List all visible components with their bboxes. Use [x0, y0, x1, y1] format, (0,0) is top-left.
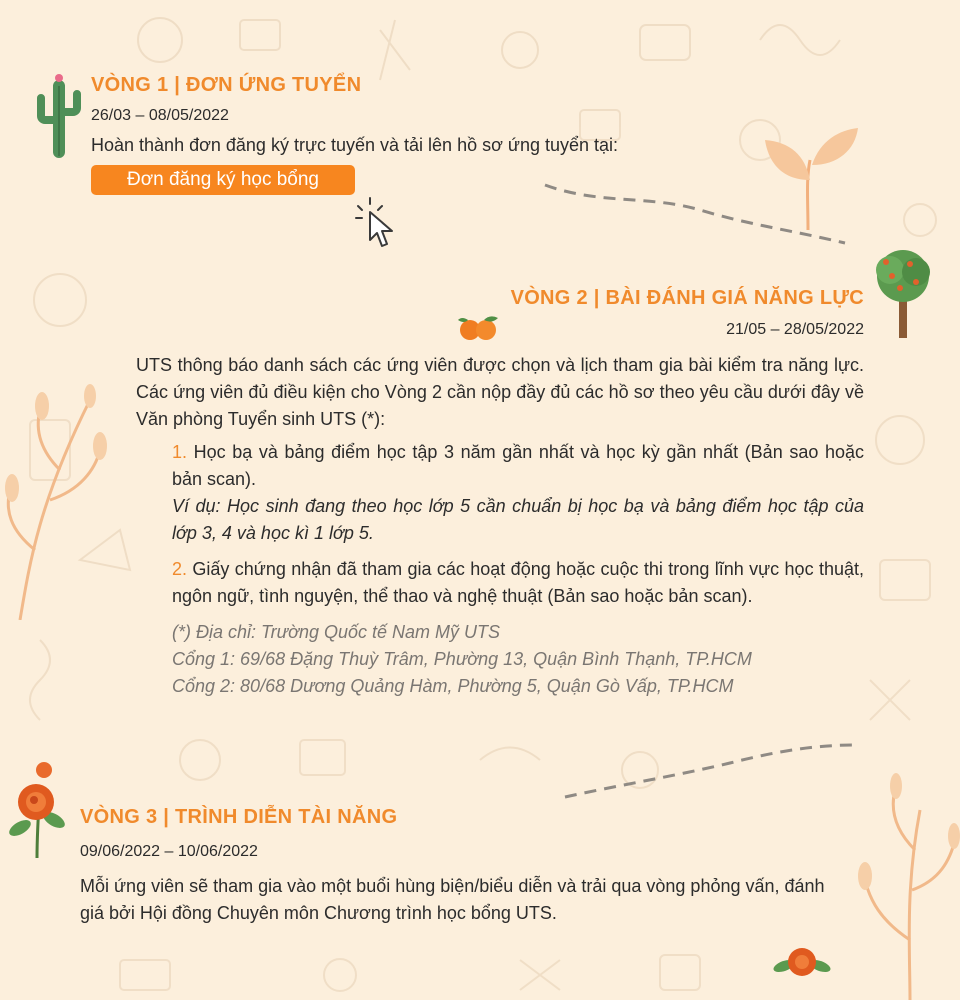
dashed-path-decoration [540, 175, 860, 255]
round1-description: Hoàn thành đơn đăng ký trực tuyến và tải lên hồ sơ ứng tuyển tại: [91, 135, 619, 155]
scholarship-application-button[interactable]: Đơn đăng ký học bổng [91, 165, 355, 195]
requirement-item-1 [172, 439, 864, 547]
round1-date: 26/03 – 08/05/2022 [91, 107, 229, 124]
oranges-icon [456, 314, 502, 342]
round2-title: VÒNG 2 | BÀI ĐÁNH GIÁ NĂNG LỰC [510, 287, 864, 309]
requirement-example: Ví dụ: Học sinh đang theo học lớp 5 cần chuẩn bị học bạ và bảng điểm học tập của lớp 3, 4 và học kì 1 lớp 5. [172, 496, 864, 543]
round2-date: 21/05 – 28/05/2022 [726, 321, 864, 338]
round1-title: VÒNG 1 | ĐƠN ỨNG TUYỂN [91, 74, 362, 96]
round3-date: 09/06/2022 – 10/06/2022 [80, 843, 258, 860]
dashed-path-decoration-2 [560, 735, 860, 805]
requirement-text: Học bạ và bảng điểm học tập 3 năm gần nhất và học kỳ gần nhất (Bản sao hoặc bản scan). [172, 442, 864, 489]
address-line: (*) Địa chỉ: Trường Quốc tế Nam Mỹ UTS [172, 622, 501, 642]
cursor-click-icon [352, 194, 400, 250]
requirement-list [172, 439, 864, 700]
address-line: Cổng 2: 80/68 Dương Quảng Hàm, Phường 5, Quận Gò Vấp, TP.HCM [172, 676, 734, 696]
tree-icon [872, 246, 934, 338]
cactus-icon [36, 72, 82, 160]
requirement-item-2 [172, 556, 864, 610]
address-line: Cổng 1: 69/68 Đặng Thuỳ Trâm, Phường 13, Quận Bình Thạnh, TP.HCM [172, 649, 752, 669]
round3-title: VÒNG 3 | TRÌNH DIỄN TÀI NĂNG [80, 806, 398, 828]
round3-description: Mỗi ứng viên sẽ tham gia vào một buổi hùng biện/biểu diễn và trải qua vòng phỏng vấn, đánh giá bởi Hội đồng Chuyên môn Chương trình học bổng UTS. [80, 876, 825, 923]
branch-decoration-right [850, 770, 960, 1000]
requirement-number: 1. [172, 442, 188, 462]
branch-decoration-left [0, 360, 120, 620]
rose-icon [4, 758, 70, 858]
round2-intro: UTS thông báo danh sách các ứng viên được chọn và lịch tham gia bài kiểm tra năng lực. Các ứng viên đủ điều kiện cho Vòng 2 cần nộp đầy đủ các hồ sơ theo yêu cầu dưới đây về Văn phòng Tuyển sinh UTS (*): [136, 355, 864, 429]
requirement-number: 2. [172, 559, 188, 579]
requirement-text: Giấy chứng nhận đã tham gia các hoạt động hoặc cuộc thi trong lĩnh vực học thuật, ngôn ngữ, tình nguyện, thể thao và nghệ thuật (Bản sao hoặc bản scan). [172, 559, 864, 606]
address-block [172, 619, 864, 700]
rose-small-icon [772, 936, 832, 984]
